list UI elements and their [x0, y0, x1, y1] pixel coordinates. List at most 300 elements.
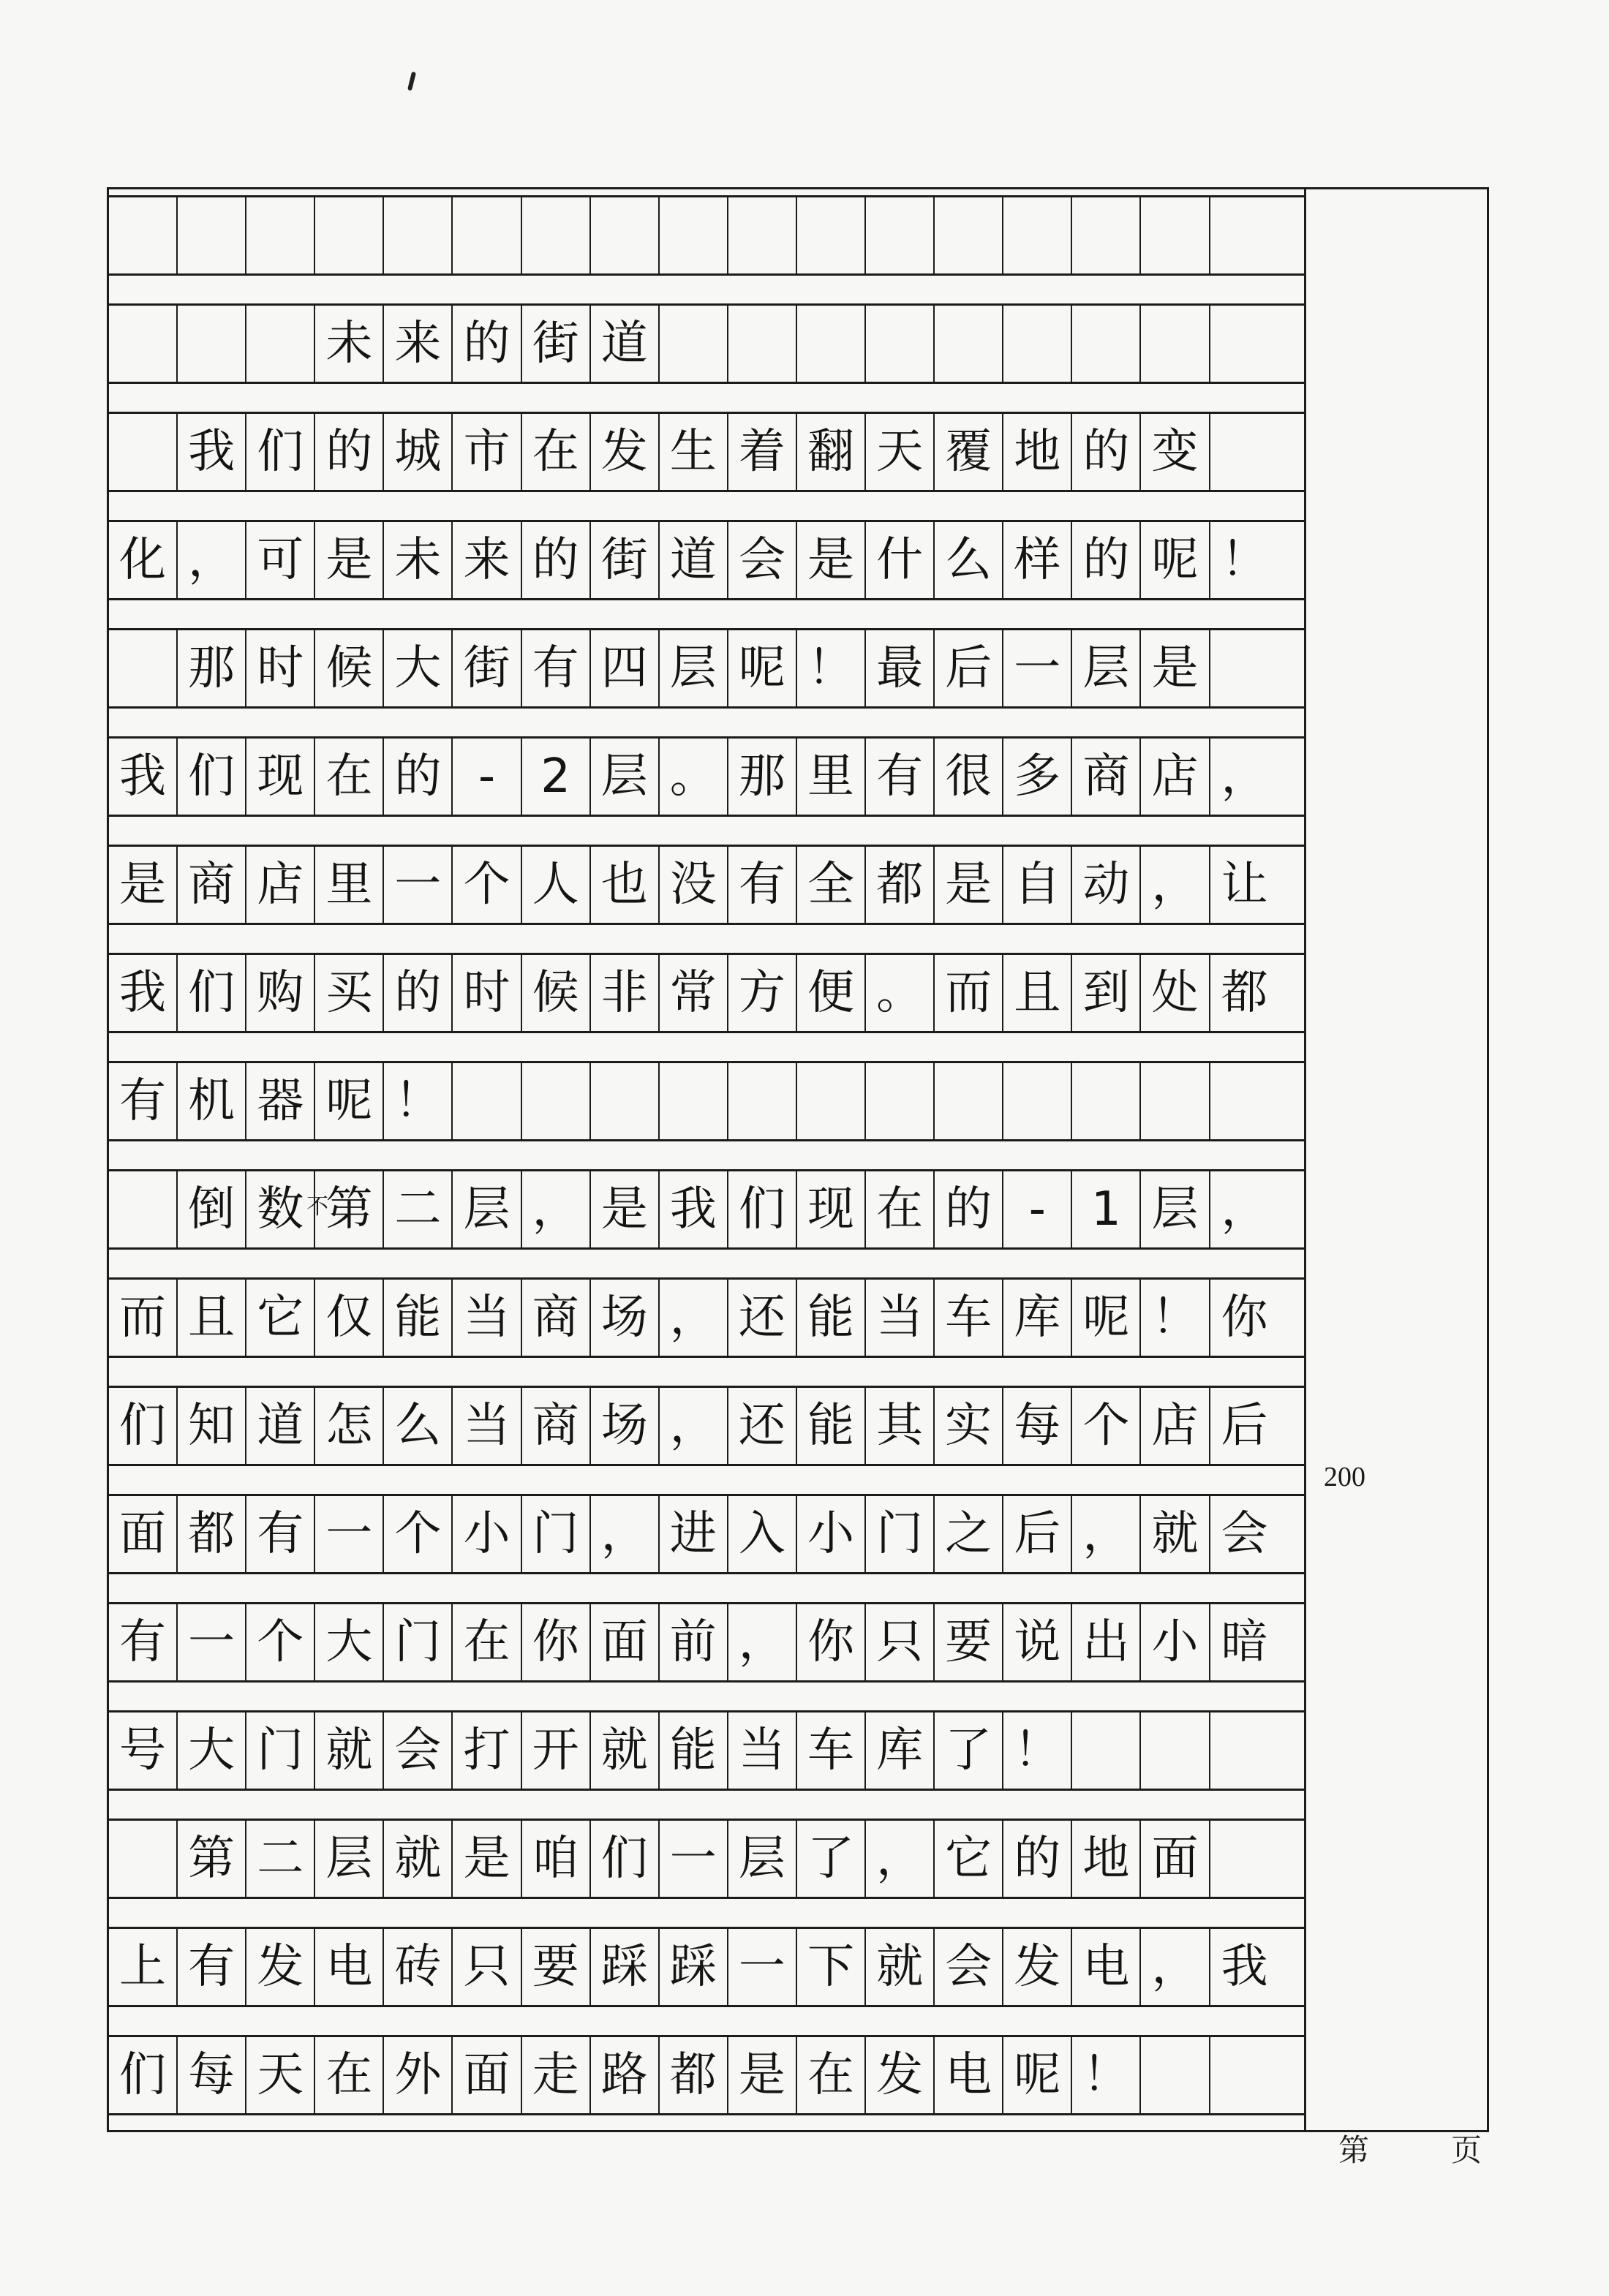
grid-cell: 买	[315, 955, 384, 1031]
grid-cell	[246, 306, 315, 382]
grid-cell: 的	[522, 522, 591, 598]
grid-cell	[866, 1063, 935, 1139]
grid-cell	[660, 1063, 728, 1139]
grid-cell: 我	[109, 955, 178, 1031]
grid-cell: 时	[246, 630, 315, 706]
grid-cell: 呢	[728, 630, 797, 706]
grid-cell	[660, 197, 728, 273]
grid-cell: ！	[1141, 1280, 1210, 1356]
grid-cell: ，	[728, 1604, 797, 1680]
grid-cell: 开	[522, 1712, 591, 1789]
grid-cell: 小	[453, 1496, 521, 1572]
grid-cell	[453, 197, 521, 273]
grid-cell: 层	[660, 630, 728, 706]
grid-cell: 我	[178, 414, 246, 490]
grid-cell: 那	[728, 739, 797, 815]
grid-cell	[109, 630, 178, 706]
grid-cell: 都	[866, 847, 935, 923]
grid-cell: 的	[315, 414, 384, 490]
grid-cell: ！	[384, 1063, 453, 1139]
grid-cell: 街	[591, 522, 660, 598]
grid-cell: 现	[797, 1171, 866, 1247]
grid-cell: 门	[866, 1496, 935, 1572]
grid-cell	[1210, 306, 1279, 382]
grid-cell: 处	[1141, 955, 1210, 1031]
grid-row	[109, 303, 1304, 384]
grid-cell: 有	[246, 1496, 315, 1572]
composition-sheet	[107, 187, 1489, 2132]
grid-cell: 。	[660, 739, 728, 815]
grid-cell: 只	[866, 1604, 935, 1680]
grid-cell: 一	[384, 847, 453, 923]
grid-cell: 要	[522, 1929, 591, 2005]
grid-cell: 打	[453, 1712, 521, 1789]
grid-row	[109, 1061, 1304, 1141]
grid-cell: 街	[522, 306, 591, 382]
grid-cell: 都	[1221, 966, 1268, 1020]
grid-cell: 个	[1072, 1388, 1141, 1464]
grid-cell: 下	[797, 1929, 866, 2005]
grid-cell: 电	[935, 2037, 1003, 2113]
grid-row	[109, 1927, 1304, 2007]
grid-cell: ，	[1141, 847, 1210, 923]
grid-cell: 库	[866, 1712, 935, 1789]
grid-cell	[728, 197, 797, 273]
grid-cell: 只	[453, 1929, 521, 2005]
grid-row	[109, 520, 1304, 600]
grid-cell: 它	[246, 1280, 315, 1356]
grid-cell: 能	[660, 1712, 728, 1789]
grid-cell: 要	[935, 1604, 1003, 1680]
grid-cell: 就	[315, 1712, 384, 1789]
grid-row	[109, 1602, 1304, 1683]
grid-cell: 其	[866, 1388, 935, 1464]
grid-cell	[1210, 1712, 1279, 1789]
grid-cell: 个	[246, 1604, 315, 1680]
grid-cell: 上	[109, 1929, 178, 2005]
grid-cell: 且	[178, 1280, 246, 1356]
grid-cell: 非	[591, 955, 660, 1031]
grid-cell: 有	[109, 1063, 178, 1139]
grid-cell: 市	[453, 414, 521, 490]
grid-cell	[1003, 1063, 1072, 1139]
grid-cell: 面	[453, 2037, 521, 2113]
margin-divider	[1304, 189, 1306, 2130]
grid-cell: 的	[1072, 414, 1141, 490]
grid-cell: 让	[1221, 858, 1268, 912]
grid-cell: 踩	[660, 1929, 728, 2005]
grid-cell: 走	[522, 2037, 591, 2113]
grid-cell: ，	[522, 1171, 591, 1247]
grid-cell: 道	[246, 1388, 315, 1464]
grid-cell: 了	[797, 1821, 866, 1897]
grid-cell: 是	[453, 1821, 521, 1897]
grid-cell	[728, 306, 797, 382]
grid-cell	[109, 306, 178, 382]
grid-cell: 前	[660, 1604, 728, 1680]
grid-cell: 呢	[1072, 1280, 1141, 1356]
grid-cell	[591, 1063, 660, 1139]
grid-row	[109, 628, 1304, 709]
grid-cell: 那	[178, 630, 246, 706]
grid-cell: 面	[591, 1604, 660, 1680]
grid-cell: 门	[246, 1712, 315, 1789]
grid-cell: 多	[1003, 739, 1072, 815]
grid-cell: 发	[1003, 1929, 1072, 2005]
grid-cell	[1210, 1821, 1279, 1897]
grid-cell: 了	[935, 1712, 1003, 1789]
grid-cell	[1210, 630, 1279, 706]
grid-row	[109, 1169, 1304, 1250]
grid-cell	[1072, 1063, 1141, 1139]
grid-cell	[109, 414, 178, 490]
grid-cell: 未	[315, 306, 384, 382]
grid-cell: 数	[246, 1171, 315, 1247]
grid-cell	[453, 1063, 521, 1139]
grid-cell: 2	[522, 739, 591, 815]
writing-grid	[109, 189, 1304, 2134]
grid-cell: 地	[1003, 414, 1072, 490]
grid-cell	[1141, 1063, 1210, 1139]
grid-cell: 器	[246, 1063, 315, 1139]
grid-cell: 路	[591, 2037, 660, 2113]
grid-cell: 有	[866, 739, 935, 815]
grid-cell	[1072, 197, 1141, 273]
grid-cell: 在	[315, 2037, 384, 2113]
grid-cell: 面	[1141, 1821, 1210, 1897]
grid-cell: 在	[522, 414, 591, 490]
grid-cell: 发	[866, 2037, 935, 2113]
grid-cell: 是	[728, 2037, 797, 2113]
grid-cell: 倒	[178, 1171, 246, 1247]
grid-cell	[1072, 306, 1141, 382]
grid-cell: 们	[728, 1171, 797, 1247]
grid-cell: 第	[178, 1821, 246, 1897]
grid-cell	[591, 197, 660, 273]
grid-cell: 全	[797, 847, 866, 923]
grid-cell: 天	[246, 2037, 315, 2113]
grid-row	[109, 953, 1304, 1033]
grid-cell	[1141, 306, 1210, 382]
grid-cell: 层	[1072, 630, 1141, 706]
grid-cell: 每	[1003, 1388, 1072, 1464]
grid-cell: 店	[1141, 739, 1210, 815]
grid-cell: 后	[1003, 1496, 1072, 1572]
grid-cell	[935, 1063, 1003, 1139]
grid-cell: 什	[866, 522, 935, 598]
grid-cell: 店	[1141, 1388, 1210, 1464]
grid-cell: 个	[453, 847, 521, 923]
grid-cell: 我	[109, 739, 178, 815]
grid-cell: 们	[109, 1388, 178, 1464]
grid-cell: 暗	[1221, 1615, 1268, 1669]
grid-cell: 仅	[315, 1280, 384, 1356]
grid-cell: 能	[797, 1280, 866, 1356]
grid-cell: 们	[246, 414, 315, 490]
grid-cell	[1003, 197, 1072, 273]
grid-cell: 场	[591, 1388, 660, 1464]
grid-cell	[1141, 2037, 1210, 2113]
grid-cell: 大	[384, 630, 453, 706]
grid-cell: 库	[1003, 1280, 1072, 1356]
grid-cell: 当	[728, 1712, 797, 1789]
grid-cell: 说	[1003, 1604, 1072, 1680]
grid-cell: 它	[935, 1821, 1003, 1897]
grid-cell: 的	[384, 739, 453, 815]
grid-cell: 咱	[522, 1821, 591, 1897]
grid-cell: 知	[178, 1388, 246, 1464]
grid-cell: 们	[591, 1821, 660, 1897]
grid-cell: ，	[660, 1280, 728, 1356]
grid-cell	[1003, 306, 1072, 382]
grid-cell: 有	[109, 1604, 178, 1680]
grid-cell: 也	[591, 847, 660, 923]
grid-cell: 1	[1072, 1171, 1141, 1247]
grid-cell: 里	[797, 739, 866, 815]
grid-cell: 就	[866, 1929, 935, 2005]
grid-row	[109, 1819, 1304, 1899]
grid-cell: 当	[453, 1280, 521, 1356]
grid-cell: ，	[1221, 1182, 1268, 1236]
grid-cell: 么	[935, 522, 1003, 598]
grid-cell: 且	[1003, 955, 1072, 1031]
grid-cell	[178, 306, 246, 382]
grid-cell: 而	[935, 955, 1003, 1031]
grid-cell: 大	[315, 1604, 384, 1680]
grid-cell: 进	[660, 1496, 728, 1572]
grid-cell: 怎	[315, 1388, 384, 1464]
grid-cell: 方	[728, 955, 797, 1031]
grid-cell: 覆	[935, 414, 1003, 490]
grid-cell	[1072, 1712, 1141, 1789]
grid-cell: 的	[1003, 1821, 1072, 1897]
grid-cell: 人	[522, 847, 591, 923]
grid-cell: 们	[178, 739, 246, 815]
page-label-suffix: 页	[1451, 2132, 1482, 2168]
grid-cell: 都	[178, 1496, 246, 1572]
grid-cell: 小	[1141, 1604, 1210, 1680]
grid-cell	[1210, 197, 1279, 273]
grid-cell: 来	[384, 306, 453, 382]
grid-cell: 场	[591, 1280, 660, 1356]
grid-cell: 门	[522, 1496, 591, 1572]
grid-cell: ，	[866, 1821, 935, 1897]
grid-cell: 着	[728, 414, 797, 490]
grid-cell: 第	[315, 1171, 384, 1247]
grid-cell: 街	[453, 630, 521, 706]
grid-cell: 化	[109, 522, 178, 598]
grid-cell: 的	[453, 306, 521, 382]
grid-cell: 就	[384, 1821, 453, 1897]
grid-row	[109, 1386, 1304, 1466]
grid-cell: 么	[384, 1388, 453, 1464]
grid-cell: 还	[728, 1280, 797, 1356]
grid-cell: 在	[453, 1604, 521, 1680]
grid-cell: 层	[728, 1821, 797, 1897]
grid-cell: 号	[109, 1712, 178, 1789]
grid-cell: 入	[728, 1496, 797, 1572]
grid-cell: 后	[1221, 1399, 1268, 1453]
grid-cell: 会	[728, 522, 797, 598]
grid-cell: ，	[1141, 1929, 1210, 2005]
grid-cell: 变	[1141, 414, 1210, 490]
grid-cell: 候	[522, 955, 591, 1031]
grid-cell	[109, 1171, 178, 1247]
grid-cell: 动	[1072, 847, 1141, 923]
grid-cell: 商	[178, 847, 246, 923]
grid-cell: 呢	[315, 1063, 384, 1139]
grid-cell: 一	[660, 1821, 728, 1897]
grid-cell: 电	[315, 1929, 384, 2005]
grid-cell: 翻	[797, 414, 866, 490]
grid-cell: 来	[453, 522, 521, 598]
insert-mark: 不	[306, 1194, 328, 1220]
grid-cell: 生	[660, 414, 728, 490]
grid-row	[109, 1277, 1304, 1358]
grid-cell: 在	[797, 2037, 866, 2113]
grid-cell	[1141, 1712, 1210, 1789]
grid-cell: 当	[453, 1388, 521, 1464]
grid-cell: 现	[246, 739, 315, 815]
grid-cell: 之	[935, 1496, 1003, 1572]
grid-cell: 商	[522, 1280, 591, 1356]
grid-cell: 呢	[1141, 522, 1210, 598]
grid-cell	[866, 197, 935, 273]
grid-cell: 后	[935, 630, 1003, 706]
grid-cell	[315, 197, 384, 273]
grid-cell: ！	[797, 630, 866, 706]
word-count-marker: 200	[1324, 1462, 1365, 1492]
grid-cell: 能	[384, 1280, 453, 1356]
grid-cell: 样	[1003, 522, 1072, 598]
grid-cell	[935, 197, 1003, 273]
grid-cell: ，	[178, 522, 246, 598]
grid-cell	[1141, 197, 1210, 273]
grid-cell: 出	[1072, 1604, 1141, 1680]
grid-cell: 时	[453, 955, 521, 1031]
grid-cell: 天	[866, 414, 935, 490]
grid-cell: 二	[246, 1821, 315, 1897]
grid-cell: 商	[522, 1388, 591, 1464]
grid-cell: ！	[1221, 533, 1268, 587]
grid-cell: 的	[935, 1171, 1003, 1247]
grid-cell: 车	[797, 1712, 866, 1789]
grid-cell	[797, 306, 866, 382]
grid-cell: 商	[1072, 739, 1141, 815]
grid-row	[109, 2035, 1304, 2115]
grid-cell: 地	[1072, 1821, 1141, 1897]
grid-cell	[384, 197, 453, 273]
grid-cell: 有	[178, 1929, 246, 2005]
grid-cell: 小	[797, 1496, 866, 1572]
grid-cell: 踩	[591, 1929, 660, 2005]
grid-cell: 到	[1072, 955, 1141, 1031]
grid-cell: 二	[384, 1171, 453, 1247]
grid-cell: 你	[522, 1604, 591, 1680]
grid-cell: 一	[315, 1496, 384, 1572]
grid-cell	[1210, 414, 1279, 490]
grid-cell: 会	[935, 1929, 1003, 2005]
grid-cell: 车	[935, 1280, 1003, 1356]
grid-cell: 外	[384, 2037, 453, 2113]
grid-cell	[1210, 2037, 1279, 2113]
grid-cell: 层	[453, 1171, 521, 1247]
grid-cell: 是	[797, 522, 866, 598]
grid-cell	[246, 197, 315, 273]
grid-cell: 购	[246, 955, 315, 1031]
grid-cell	[728, 1063, 797, 1139]
grid-cell	[178, 197, 246, 273]
grid-cell: ，	[1221, 749, 1268, 804]
grid-cell: 而	[109, 1280, 178, 1356]
grid-cell: ！	[1003, 1712, 1072, 1789]
grid-cell	[797, 197, 866, 273]
grid-cell: 会	[384, 1712, 453, 1789]
grid-cell: 就	[1141, 1496, 1210, 1572]
grid-cell: 城	[384, 414, 453, 490]
grid-cell: -	[1003, 1171, 1072, 1247]
grid-cell: 当	[866, 1280, 935, 1356]
grid-cell: 有	[522, 630, 591, 706]
grid-cell: 实	[935, 1388, 1003, 1464]
grid-cell: 在	[315, 739, 384, 815]
grid-cell: 们	[109, 2037, 178, 2113]
grid-cell: ，	[1072, 1496, 1141, 1572]
grid-cell: 每	[178, 2037, 246, 2113]
grid-cell: 发	[591, 414, 660, 490]
grid-cell: 是	[935, 847, 1003, 923]
grid-cell: 一	[728, 1929, 797, 2005]
grid-cell: 常	[660, 955, 728, 1031]
grid-cell: 们	[178, 955, 246, 1031]
grid-cell: 很	[935, 739, 1003, 815]
grid-cell: 发	[246, 1929, 315, 2005]
grid-cell	[935, 306, 1003, 382]
grid-row	[109, 1494, 1304, 1574]
grid-cell: 层	[591, 739, 660, 815]
grid-row	[109, 845, 1304, 925]
grid-cell: 的	[384, 955, 453, 1031]
grid-cell: 可	[246, 522, 315, 598]
grid-cell: 四	[591, 630, 660, 706]
grid-cell: 砖	[384, 1929, 453, 2005]
grid-cell: 候	[315, 630, 384, 706]
grid-row	[109, 412, 1304, 492]
grid-cell: 在	[866, 1171, 935, 1247]
grid-cell: 机	[178, 1063, 246, 1139]
grid-cell: 是	[109, 847, 178, 923]
page-label-prefix: 第	[1338, 2132, 1370, 2168]
grid-cell	[522, 197, 591, 273]
grid-cell: 我	[1221, 1940, 1268, 1994]
grid-cell: ，	[660, 1388, 728, 1464]
grid-cell: 层	[1141, 1171, 1210, 1247]
grid-row	[109, 1710, 1304, 1791]
grid-cell: 门	[384, 1604, 453, 1680]
grid-cell: 就	[591, 1712, 660, 1789]
grid-cell: -	[453, 739, 521, 815]
grid-cell: ，	[591, 1496, 660, 1572]
grid-cell: 是	[1141, 630, 1210, 706]
grid-cell: 一	[1003, 630, 1072, 706]
grid-cell: 层	[315, 1821, 384, 1897]
grid-cell: 面	[109, 1496, 178, 1572]
grid-cell: 是	[591, 1171, 660, 1247]
grid-cell: ！	[1072, 2037, 1141, 2113]
grid-cell: 便	[797, 955, 866, 1031]
grid-cell	[797, 1063, 866, 1139]
grid-cell	[109, 1821, 178, 1897]
